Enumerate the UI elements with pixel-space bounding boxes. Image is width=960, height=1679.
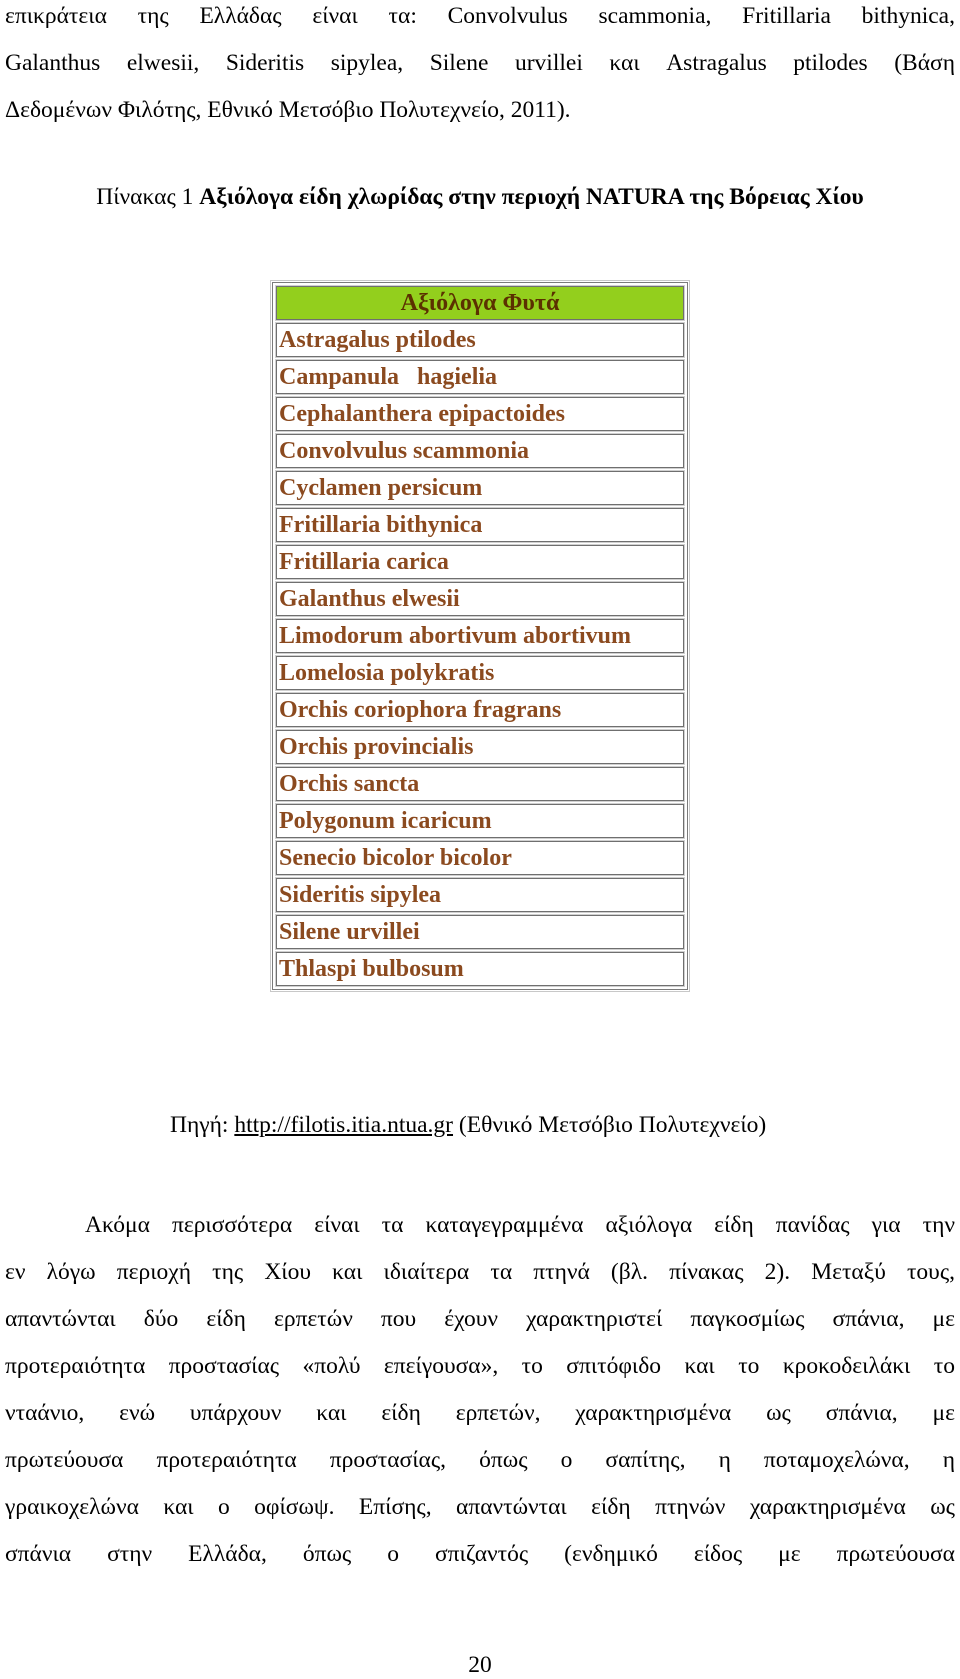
- body-line: πρωτεύουσα προτεραιότητα προστασίας, όπως ο σαπίτης, η ποταμοχελώνα, η: [5, 1447, 955, 1473]
- source-suffix: (Εθνικό Μετσόβιο Πολυτεχνείο): [453, 1112, 767, 1138]
- table-row: [276, 471, 684, 505]
- table-row: [276, 878, 684, 912]
- table-row: [276, 360, 684, 394]
- table-row: [276, 693, 684, 727]
- table-row: [276, 841, 684, 875]
- plant-cell: Cyclamen persicum: [276, 471, 684, 505]
- plant-cell: Cephalanthera epipactoides: [276, 397, 684, 431]
- table-row: [276, 545, 684, 579]
- plant-cell: Lomelosia polykratis: [276, 656, 684, 690]
- plants-table: [272, 282, 688, 990]
- body-line: εν λόγω περιοχή της Χίου και ιδιαίτερα τα πτηνά (βλ. πίνακας 2). Μεταξύ τους,: [5, 1259, 955, 1285]
- plant-cell: Galanthus elwesii: [276, 582, 684, 616]
- body-paragraph: [5, 1202, 955, 1578]
- table-row: [276, 915, 684, 949]
- table-row: [276, 582, 684, 616]
- table-row: [276, 619, 684, 653]
- plant-cell: Campanula hagielia: [276, 360, 684, 394]
- intro-line: Δεδομένων Φιλότης, Εθνικό Μετσόβιο Πολυτεχνείο, 2011).: [5, 97, 571, 123]
- plant-cell: Convolvulus scammonia: [276, 434, 684, 468]
- body-line: νταάνιο, ενώ υπάρχουν και είδη ερπετών, χαρακτηρισμένα ως σπάνια, με: [5, 1400, 955, 1426]
- body-line: απαντώνται δύο είδη ερπετών που έχουν χαρακτηριστεί παγκοσμίως σπάνια, με: [5, 1306, 955, 1332]
- table-row: [276, 730, 684, 764]
- plant-cell: Sideritis sipylea: [276, 878, 684, 912]
- plant-cell: Orchis coriophora fragrans: [276, 693, 684, 727]
- plant-cell: Senecio bicolor bicolor: [276, 841, 684, 875]
- table-row: [276, 952, 684, 986]
- table-header-row: [276, 286, 684, 320]
- plant-cell: Silene urvillei: [276, 915, 684, 949]
- table-row: [276, 656, 684, 690]
- plant-cell: Orchis sancta: [276, 767, 684, 801]
- table-row: [276, 508, 684, 542]
- table-header-cell: Αξιόλογα Φυτά: [276, 286, 684, 320]
- source-label: Πηγή:: [170, 1112, 235, 1138]
- plant-cell: Fritillaria carica: [276, 545, 684, 579]
- plant-cell: Orchis provincialis: [276, 730, 684, 764]
- plant-cell: Thlaspi bulbosum: [276, 952, 684, 986]
- table-row: [276, 397, 684, 431]
- plant-cell: Fritillaria bithynica: [276, 508, 684, 542]
- body-line: γραικοχελώνα και ο οφίσωψ. Επίσης, απαντώνται είδη πτηνών χαρακτηρισμένα ως: [5, 1494, 955, 1520]
- plant-cell: Polygonum icaricum: [276, 804, 684, 838]
- plant-cell: Limodorum abortivum abortivum: [276, 619, 684, 653]
- plant-cell: Astragalus ptilodes: [276, 323, 684, 357]
- table-caption-title: Αξιόλογα είδη χλωρίδας στην περιοχή NATURA της Βόρειας Χίου: [199, 184, 864, 210]
- source-link[interactable]: http://filotis.itia.ntua.gr: [234, 1112, 454, 1138]
- table-caption: [0, 184, 960, 211]
- page-number: 20: [468, 1652, 492, 1678]
- table-caption-prefix: Πίνακας 1: [96, 184, 200, 210]
- table-row: [276, 323, 684, 357]
- table-row: [276, 767, 684, 801]
- intro-paragraph: [5, 0, 955, 134]
- intro-line: επικράτεια της Ελλάδας είναι τα: Convolvulus scammonia, Fritillaria bithynica,: [5, 3, 955, 29]
- table-row: [276, 434, 684, 468]
- body-line: προτεραιότητα προστασίας «πολύ επείγουσα», το σπιτόφιδο και το κροκοδειλάκι το: [5, 1353, 955, 1379]
- body-line: Ακόμα περισσότερα είναι τα καταγεγραμμένα αξιόλογα είδη πανίδας για την: [85, 1212, 955, 1238]
- table-row: [276, 804, 684, 838]
- source-line: [170, 1112, 766, 1139]
- intro-line: Galanthus elwesii, Sideritis sipylea, Silene urvillei και Astragalus ptilodes (Βάση: [5, 50, 955, 76]
- body-line: σπάνια στην Ελλάδα, όπως ο σπιζαντός (ενδημικό είδος με πρωτεύουσα: [5, 1541, 955, 1567]
